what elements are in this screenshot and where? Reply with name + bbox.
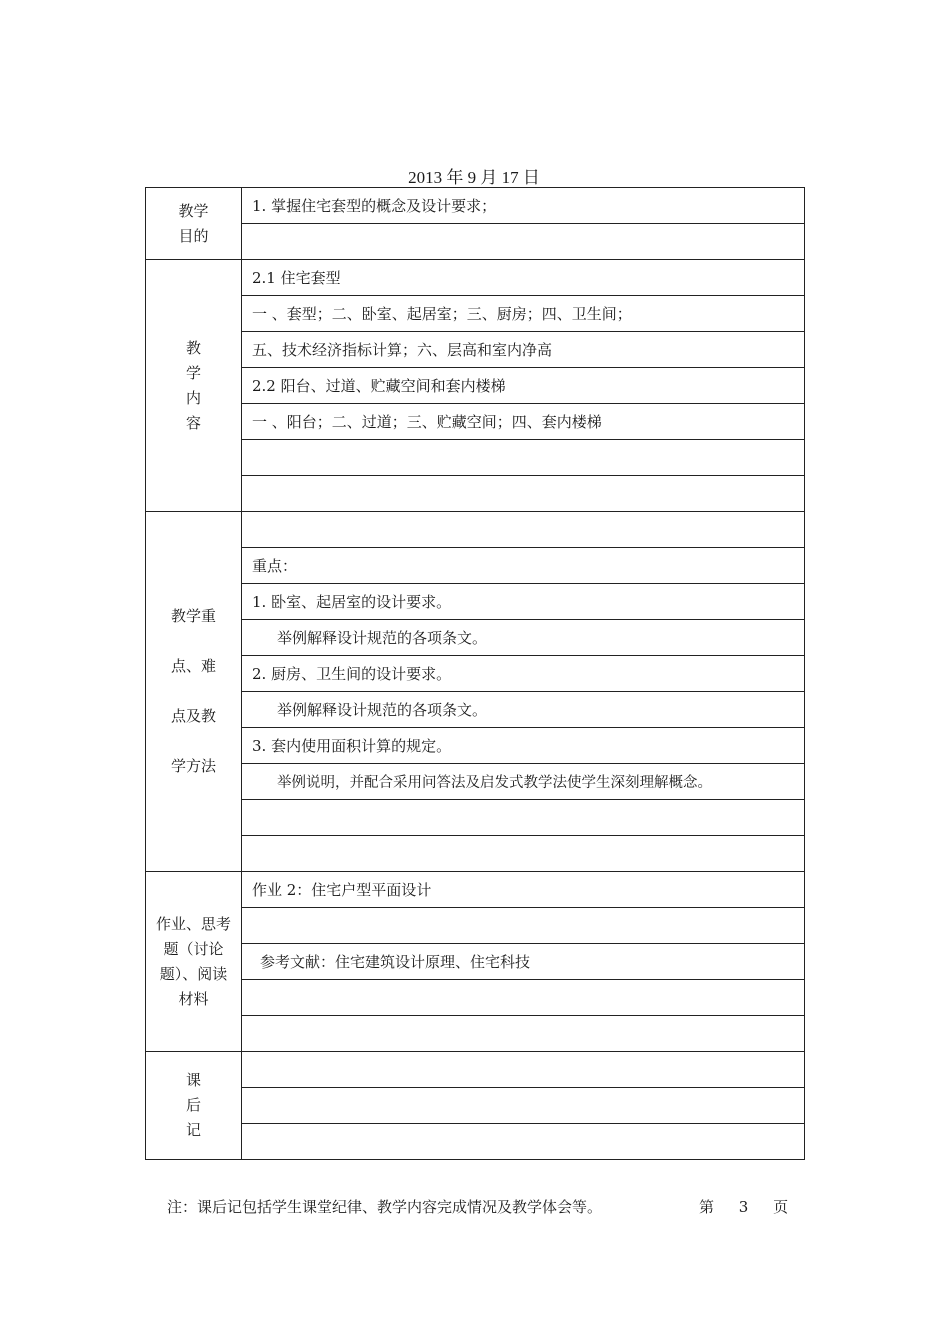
homework-label: 作业、思考 题（讨论 题）、阅读 材料 [146,872,242,1052]
keypoints-cell: 举例解释设计规范的各项条文。 [242,692,805,728]
afterclass-cell [242,1052,805,1088]
content-cell: 2.2 阳台、过道、贮藏空间和套内楼梯 [242,368,805,404]
homework-cell [242,1016,805,1052]
keypoints-cell [242,512,805,548]
page-prefix: 第 [699,1198,715,1216]
page-number-value: 3 [738,1198,749,1216]
content-row-1 [146,260,805,296]
content-cell: 一 、套型；二、卧室、起居室；三、厨房；四、卫生间； [242,296,805,332]
lesson-plan-table [145,187,805,1160]
footer-note: 注：课后记包括学生课堂纪律、教学内容完成情况及教学体会等。 [167,1198,603,1216]
content-cell: 五、技术经济指标计算；六、层高和室内净高 [242,332,805,368]
keypoints-cell [242,836,805,872]
homework-row-1 [146,872,805,908]
keypoints-cell: 举例说明，并配合采用问答法及启发式教学法使学生深刻理解概念。 [242,764,805,800]
date-header: 2013 年 9 月 17 日 [408,168,540,187]
page-suffix: 页 [773,1198,789,1216]
content-label: 教 学 内 容 [146,260,242,512]
objectives-label: 教学 目的 [146,188,242,260]
content-cell [242,476,805,512]
keypoints-row-1 [146,512,805,548]
afterclass-cell [242,1088,805,1124]
content-cell [242,440,805,476]
keypoints-cell: 1. 卧室、起居室的设计要求。 [242,584,805,620]
homework-cell [242,908,805,944]
objectives-row-2 [146,224,805,260]
keypoints-cell: 3. 套内使用面积计算的规定。 [242,728,805,764]
afterclass-label: 课 后 记 [146,1052,242,1160]
page-number [699,1196,788,1217]
objectives-cell [242,224,805,260]
keypoints-cell: 重点： [242,548,805,584]
content-cell: 2.1 住宅套型 [242,260,805,296]
afterclass-cell [242,1124,805,1160]
keypoints-cell [242,800,805,836]
keypoints-label: 教学重 点、难 点及教 学方法 [146,512,242,872]
homework-cell: 参考文献：住宅建筑设计原理、住宅科技 [242,944,805,980]
keypoints-cell: 2. 厨房、卫生间的设计要求。 [242,656,805,692]
objectives-cell: 1. 掌握住宅套型的概念及设计要求； [242,188,805,224]
homework-cell [242,980,805,1016]
objectives-row-1 [146,188,805,224]
homework-cell: 作业 2：住宅户型平面设计 [242,872,805,908]
content-cell: 一 、阳台；二、过道；三、贮藏空间；四、套内楼梯 [242,404,805,440]
afterclass-row-1 [146,1052,805,1088]
keypoints-cell: 举例解释设计规范的各项条文。 [242,620,805,656]
